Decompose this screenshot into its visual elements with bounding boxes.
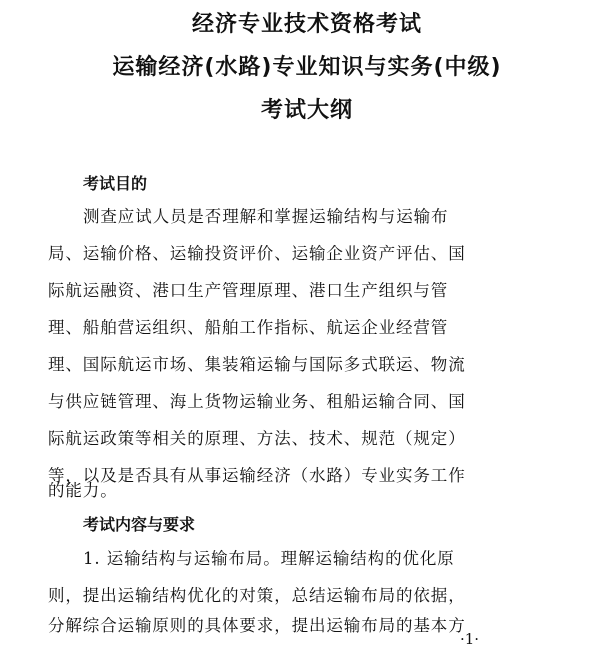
section-heading-exam-purpose: 考试目的 [83, 174, 148, 193]
paragraph-line: 1. 运输结构与运输布局。理解运输结构的优化原 [83, 549, 455, 568]
document-title-line-2: 运输经济(水路)专业知识与实务(中级) [112, 55, 502, 80]
paragraph-line: 际航运政策等相关的原理、方法、技术、规范（规定） [48, 429, 466, 448]
document-title-line-1: 经济专业技术资格考试 [191, 12, 422, 37]
paragraph-line: 的能力。 [48, 481, 118, 500]
paragraph-line: 等，以及是否具有从事运输经济（水路）专业实务工作 [48, 466, 466, 485]
paragraph-line: 理、国际航运市场、集装箱运输与国际多式联运、物流 [48, 355, 466, 374]
page-number: ·1· [460, 630, 480, 648]
paragraph-line: 则，提出运输结构优化的对策，总结运输布局的依据， [48, 586, 466, 605]
paragraph-line: 局、运输价格、运输投资评价、运输企业资产评估、国 [48, 244, 466, 263]
document-title-line-3: 考试大纲 [260, 98, 353, 123]
paragraph-line: 测查应试人员是否理解和掌握运输结构与运输布 [83, 207, 449, 226]
paragraph-line: 际航运融资、港口生产管理原理、港口生产组织与管 [48, 281, 449, 300]
paragraph-line: 理、船舶营运组织、船舶工作指标、航运企业经营管 [48, 318, 449, 337]
section-heading-exam-content-and-requirements: 考试内容与要求 [83, 515, 196, 534]
paragraph-line: 与供应链管理、海上货物运输业务、租船运输合同、国 [48, 392, 466, 411]
paragraph-line: 分解综合运输原则的具体要求，提出运输布局的基本方 [48, 616, 466, 635]
